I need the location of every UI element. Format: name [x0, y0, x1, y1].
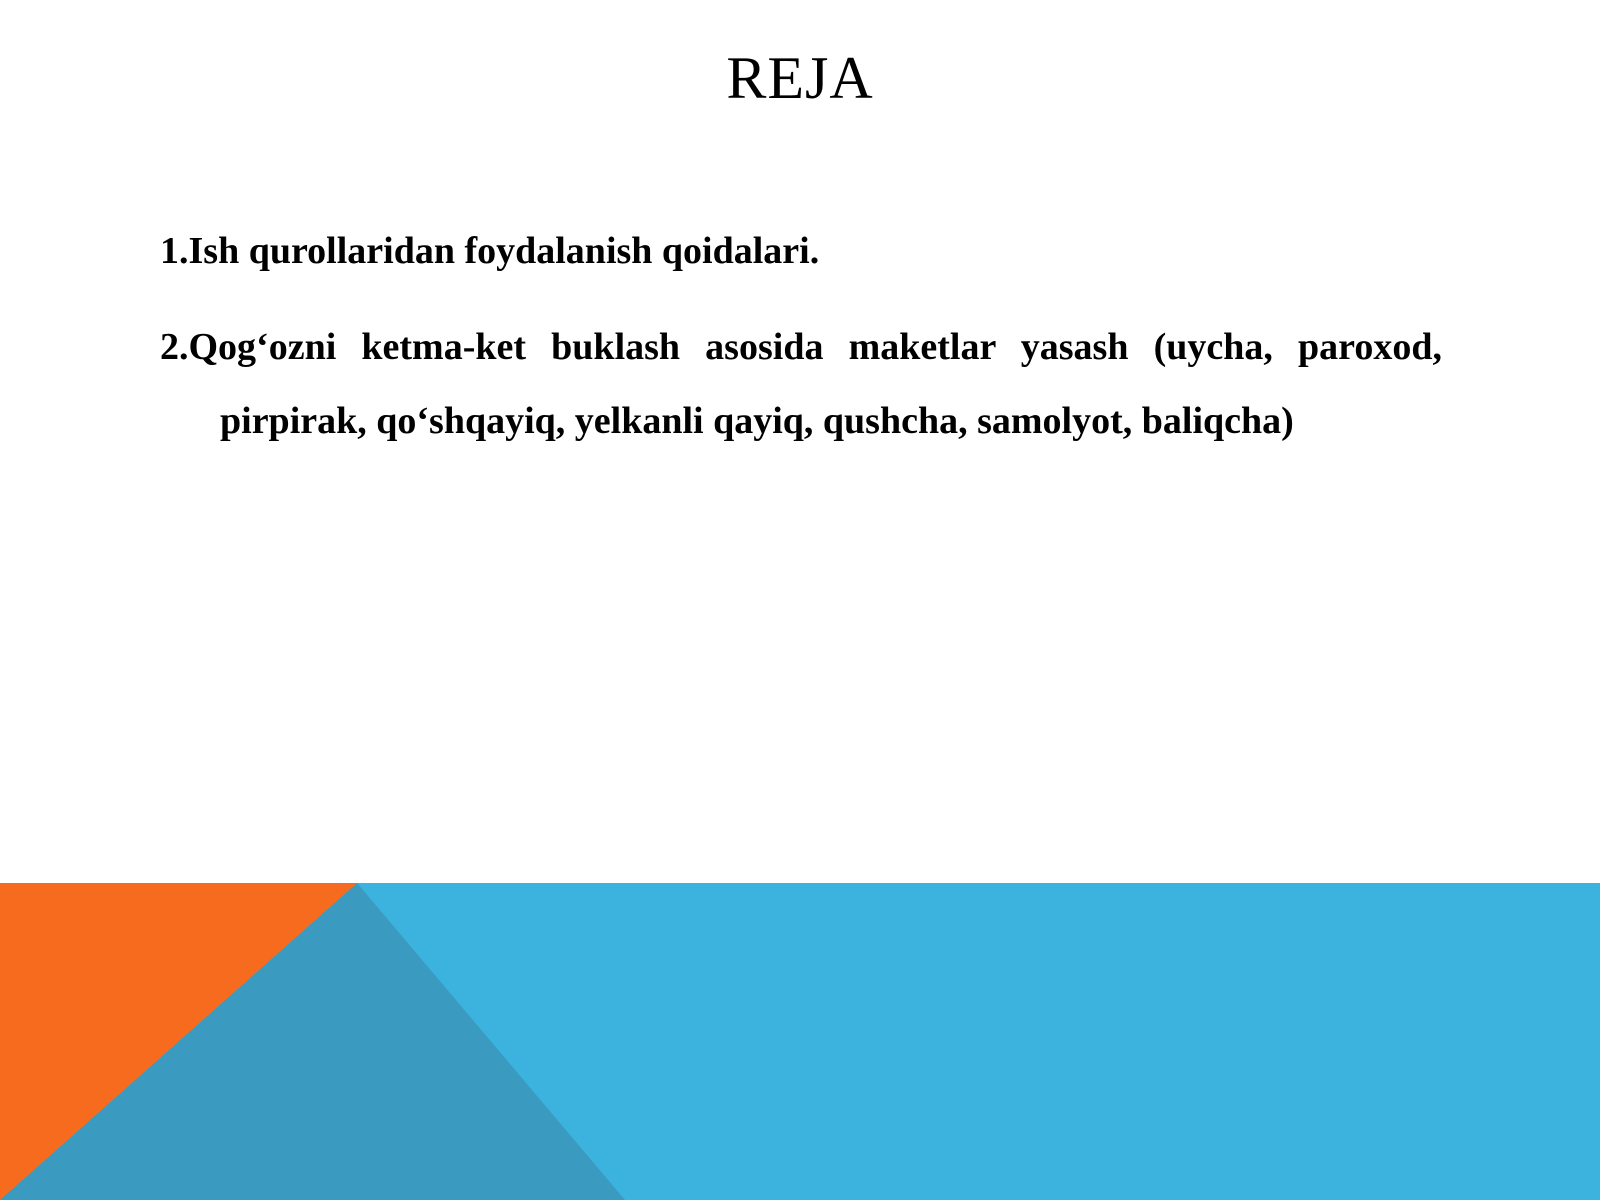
- footer-decoration: [0, 883, 1600, 1200]
- plan-item-2: 2.Qog‘ozni ketma-ket buklash asosida maketlar yasash (uycha, paroxod, pirpirak, qo‘shqayiq, yelkanli qayiq, qushcha, samolyot, baliqcha): [160, 326, 1442, 442]
- slide-title: REJA: [726, 45, 874, 111]
- plan-list: [160, 226, 1442, 472]
- plan-item-1: 1.Ish qurollaridan foydalanish qoidalari.: [160, 230, 820, 272]
